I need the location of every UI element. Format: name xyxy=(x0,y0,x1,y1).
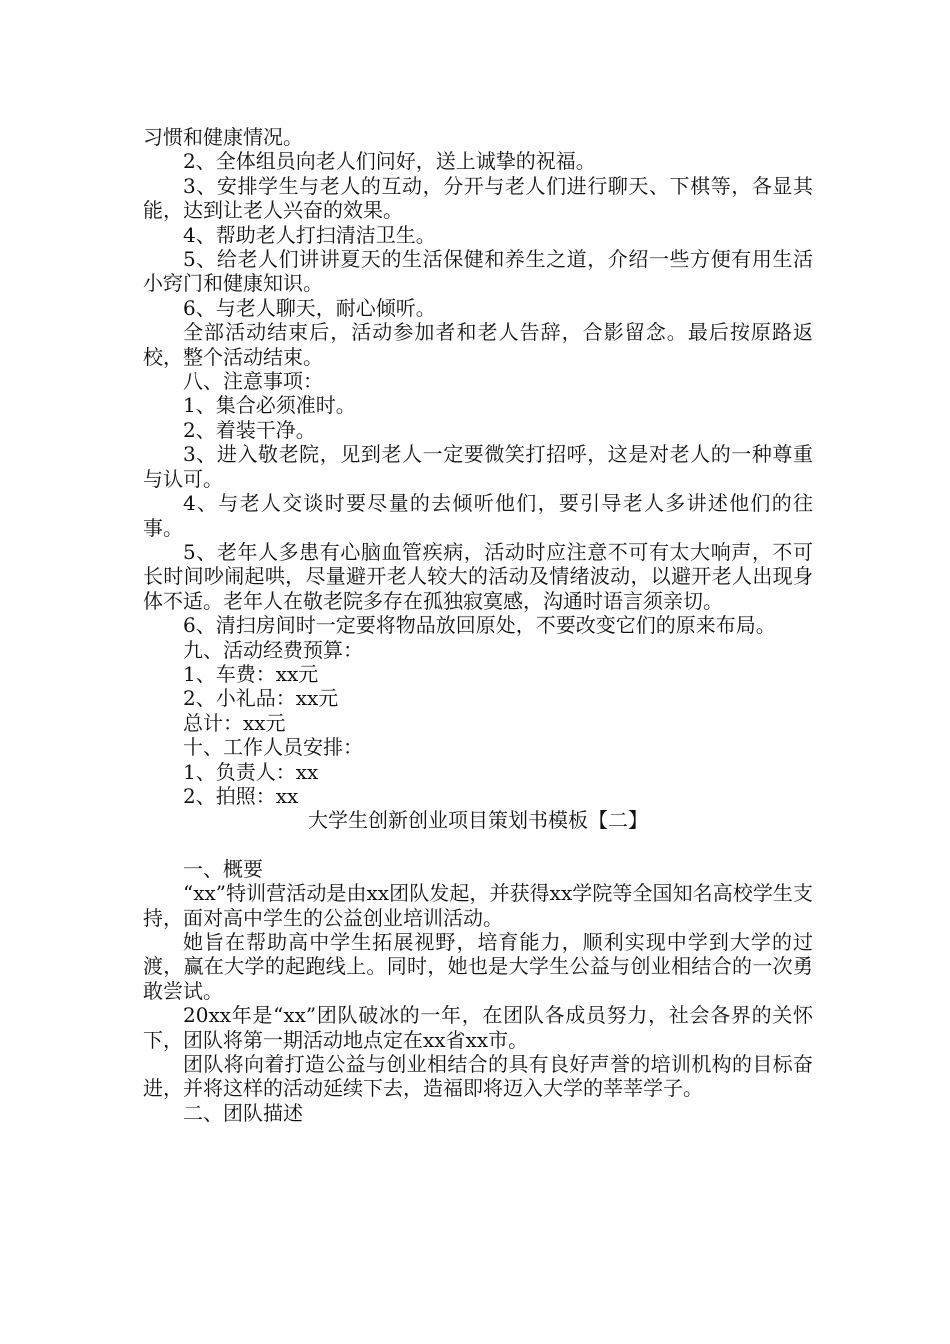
staff-item-leader: 1、负责人：xx xyxy=(183,759,319,784)
activity-step-5: 5、给老人们讲讲夏天的生活保健和养生之道，介绍一些方便有用生活小窍门和健康知识。 xyxy=(143,247,813,296)
paragraph-continuation: 习惯和健康情况。 xyxy=(143,125,303,149)
activity-step-2: 2、全体组员向老人们问好，送上诚挚的祝福。 xyxy=(183,149,596,174)
overview-paragraph-4: 团队将向着打造公益与创业相结合的具有良好声誉的培训机构的目标奋进，并将这样的活动延续下去，造福即将迈入大学的莘莘学子。 xyxy=(143,1052,813,1101)
activity-step-4: 4、帮助老人打扫清洁卫生。 xyxy=(183,222,436,247)
section-title: 大学生创新创业项目策划书模板【二】 xyxy=(308,808,648,833)
activity-step-6: 6、与老人聊天，耐心倾听。 xyxy=(183,295,436,320)
note-item-6: 6、清扫房间时一定要将物品放回原处，不要改变它们的原来布局。 xyxy=(183,613,776,638)
note-item-4: 4、与老人交谈时要尽量的去倾听他们，要引导老人多讲述他们的往事。 xyxy=(143,491,813,540)
budget-total: 总计：xx元 xyxy=(183,710,286,735)
note-item-2: 2、着装干净。 xyxy=(183,417,316,442)
section-heading-staff: 十、工作人员安排： xyxy=(183,735,363,760)
section-heading-overview: 一、概要 xyxy=(183,856,263,881)
activity-step-3: 3、安排学生与老人的互动，分开与老人们进行聊天、下棋等，各显其能，达到让老人兴奋的效果。 xyxy=(143,173,813,223)
section-heading-notes: 八、注意事项： xyxy=(183,369,323,394)
overview-paragraph-3: 20xx年是“xx”团队破冰的一年，在团队各成员努力，社会各界的关怀下，团队将第一期活动地点定在xx省xx市。 xyxy=(143,1003,813,1052)
note-item-5: 5、老年人多患有心脑血管疾病，活动时应注意不可有太大响声，不可长时间吵闹起哄，尽量避开老人较大的活动及情绪波动，以避开老人出现身体不适。老年人在敬老院多存在孤独寂寞感，沟通时语言须亲切。 xyxy=(143,539,813,613)
budget-item-fare: 1、车费：xx元 xyxy=(183,661,319,686)
note-item-3: 3、进入敬老院，见到老人一定要微笑打招呼，这是对老人的一种尊重与认可。 xyxy=(143,442,813,491)
note-item-1: 1、集合必须准时。 xyxy=(183,393,356,418)
overview-paragraph-1: “xx”特训营活动是由xx团队发起，并获得xx学院等全国知名高校学生支持，面对高中学生的公益创业培训活动。 xyxy=(143,881,813,930)
budget-item-gifts: 2、小礼品：xx元 xyxy=(183,686,339,711)
section-heading-budget: 九、活动经费预算： xyxy=(183,637,363,662)
staff-item-photo: 2、拍照：xx xyxy=(183,783,299,808)
activity-conclusion: 全部活动结束后，活动参加者和老人告辞，合影留念。最后按原路返校，整个活动结束。 xyxy=(143,320,813,369)
section-heading-team: 二、团队描述 xyxy=(183,1100,303,1125)
overview-paragraph-2: 她旨在帮助高中学生拓展视野，培育能力，顺利实现中学到大学的过渡，赢在大学的起跑线上。同时，她也是大学生公益与创业相结合的一次勇敢尝试。 xyxy=(143,930,813,1003)
document-body xyxy=(143,125,813,1125)
